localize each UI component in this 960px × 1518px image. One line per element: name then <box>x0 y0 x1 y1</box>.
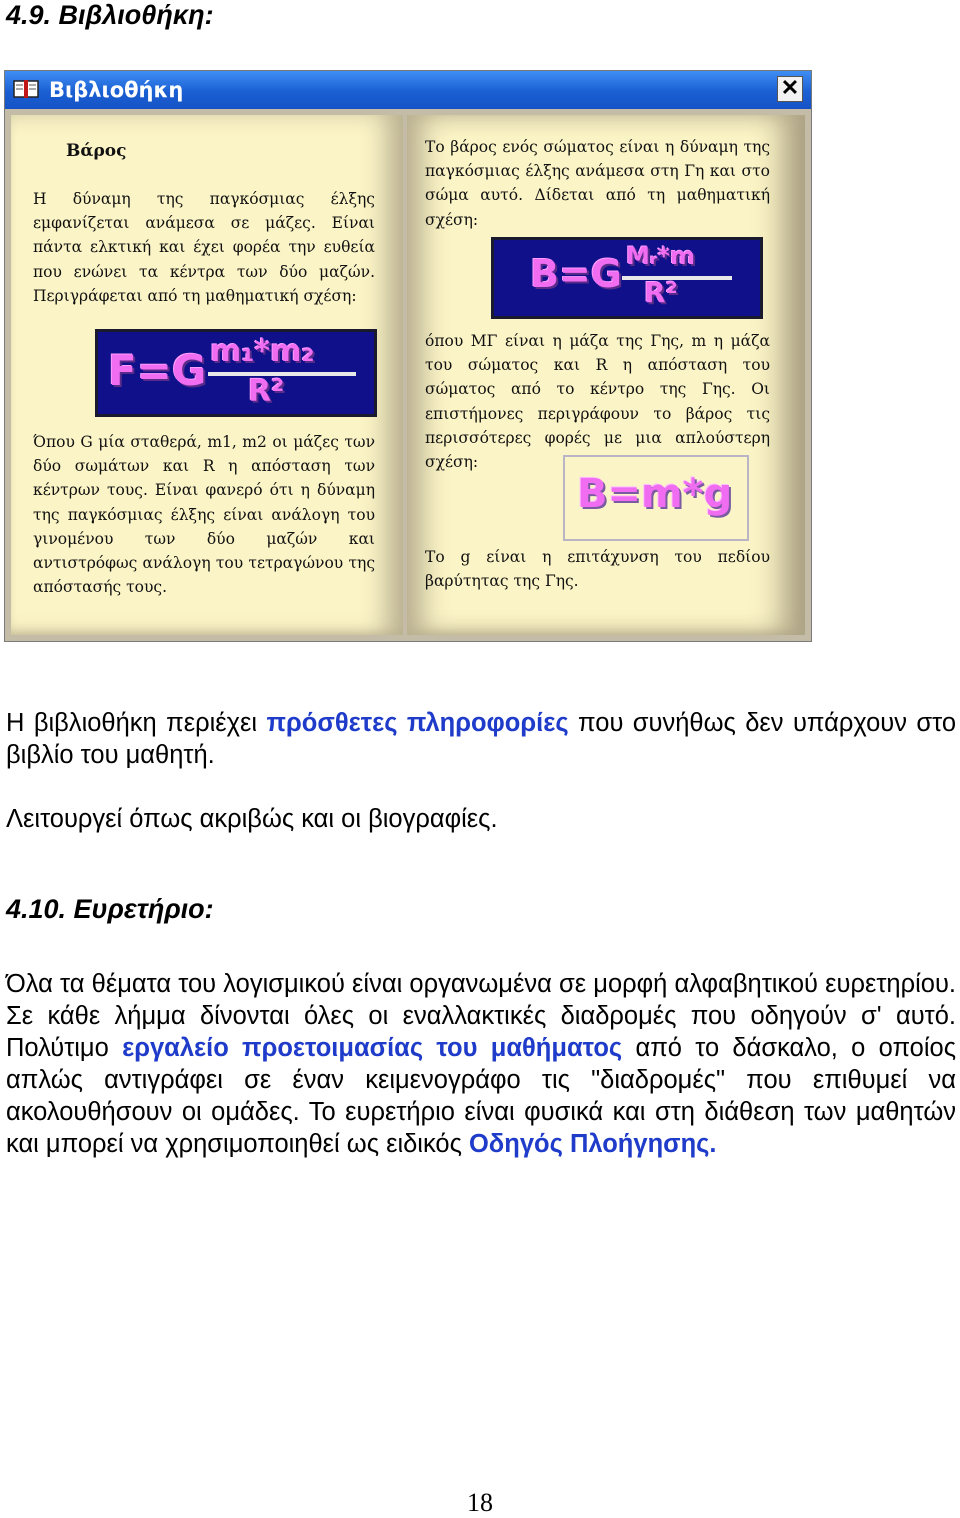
highlight-extra-info: πρόσθετες πληροφορίες <box>266 709 569 737</box>
text-run: Η βιβλιοθήκη περιέχει <box>6 709 267 737</box>
book-view <box>5 109 811 641</box>
weight-formula <box>491 237 763 319</box>
left-page <box>11 115 403 635</box>
section-heading-index: 4.10. Ευρετήριο: <box>6 894 214 924</box>
formula-denominator: R² <box>644 276 678 309</box>
right-page <box>407 115 805 635</box>
right-paragraph-2: όπου ΜΓ είναι η μάζα της Γης, m η μάζα του σώματος και R η απόσταση του σώματος από το κέντρο της Γης. Οι επιστήμονες περιγράφουν το βάρος τις περισσότερες φορές με μια απλούστερη σχέση: <box>425 332 770 472</box>
text-run: από το δάσκαλο, ο οποίος απλώς αντιγράφει σε έναν κειμενογράφο τις "διαδρομές" που επιθυμεί να ακολουθήσουν οι ομάδες. Το ευρετήριο είναι φυσικά και στη διάθεση των μαθητών και μπορεί να χρησιμοποιηθεί ως ειδικός <box>6 1034 957 1158</box>
close-button[interactable] <box>777 76 803 102</box>
left-paragraph-2: Όπου G μία σταθερά, m1, m2 οι μάζες των δύο σωμάτων και R η απόσταση των κέντρων τους. Είναι φανερό ότι η δύναμη της παγκόσμιας έλξης είναι ανάλογη του γινομένου των δύο μαζών και αντιστρόφως ανάλογη του τετραγώνου της απόστασής τους. <box>33 433 375 597</box>
entry-title: Βάρος <box>66 141 127 161</box>
highlight-navigation-guide: Οδηγός Πλοήγησης. <box>468 1130 717 1158</box>
gravitation-formula <box>95 329 377 417</box>
library-note: Λειτουργεί όπως ακριβώς και οι βιογραφίες. <box>6 805 498 833</box>
highlight-teacher-tool: εργαλείο προετοιμασίας του μαθήματος <box>122 1034 623 1062</box>
formula-lhs: F=G <box>108 346 207 395</box>
close-icon: ✕ <box>780 75 800 100</box>
window-titlebar[interactable] <box>5 71 811 109</box>
section-heading-library: 4.9. Βιβλιοθήκη: <box>6 0 214 30</box>
window-title: Βιβλιοθήκη <box>49 78 184 102</box>
left-paragraph-1: Η δύναμη της παγκόσμιας έλξης εμφανίζεται ανάμεσα σε μάζες. Είναι πάντα ελκτική και έχει φορέα την ευθεία που ενώνει τα κέντρα των δύο μαζών. Περιγράφεται από τη μαθηματική σχέση: <box>33 190 375 305</box>
formula-numerator: Mᵣ*m <box>626 242 696 270</box>
formula-denominator: R² <box>248 374 285 409</box>
formula-text: B=m*g <box>577 471 733 517</box>
formula-lhs: B=G <box>530 252 622 296</box>
book-icon <box>13 78 39 100</box>
formula-numerator: m₁*m₂ <box>210 334 315 369</box>
text-run: Όλα τα θέματα του λογισμικού είναι οργανωμένα σε μορφή αλφαβητικού ευρετηρίου. Σε κάθε λήμμα δίνονται όλες οι εναλλακτικές διαδρομές που οδηγούν σ' αυτό. Πολύτιμο <box>6 970 956 1062</box>
library-description <box>6 707 956 771</box>
page-number: 18 <box>467 1488 493 1517</box>
index-description <box>6 968 956 1160</box>
right-paragraph-3: Το g είναι η επιτάχυνση του πεδίου βαρύτητας της Γης. <box>425 548 770 591</box>
simple-weight-formula <box>563 455 749 541</box>
library-window <box>4 70 812 642</box>
right-paragraph-1: Το βάρος ενός σώματος είναι η δύναμη της παγκόσμιας έλξης ανάμεσα στη Γη και στο σώμα αυτό. Δίδεται από τη μαθηματική σχέση: <box>425 138 770 229</box>
text-run: που συνήθως δεν υπάρχουν στο βιβλίο του μαθητή. <box>6 709 957 769</box>
